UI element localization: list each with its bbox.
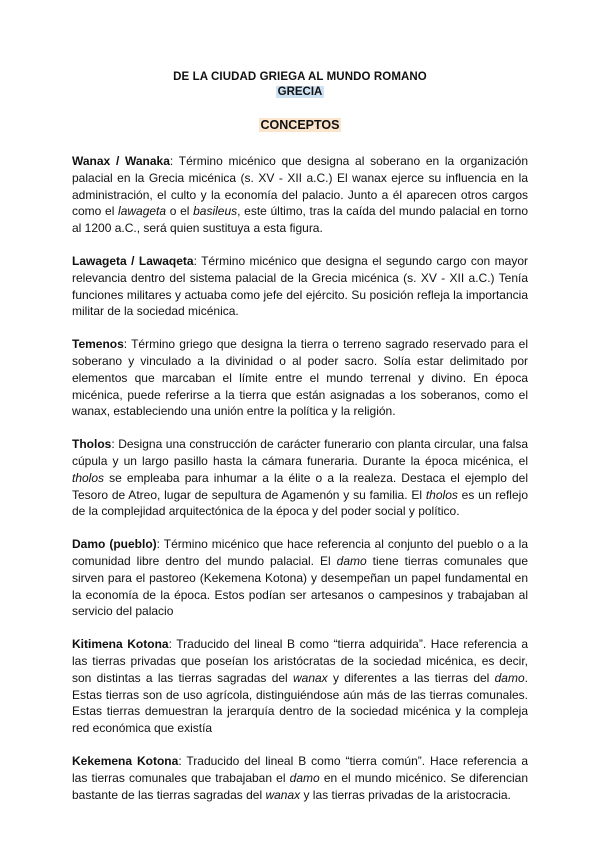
entry-text: : Traducido del lineal B como “tierra adquirida”. Hace referencia a las tierras privadas que poseían los aristócratas de la sociedad micénica, es decir, son distintas a las tierras sagradas del: [72, 637, 528, 685]
entry-text: tiene tierras comunales que sirven para el pastoreo (Kekemena Kotona) y desempeñan un papel fundamental en la economía de la época. Estos podían ser artesanos o campesinos y trabajaban al servicio del palacio: [72, 553, 529, 619]
entry-text: . Estas tierras son de uso agrícola, distinguiéndose aún más de las tierras comunales. Estas tierras demuestran la jerarquía dentro de la sociedad micénica y la compleja red económica que existía: [72, 670, 528, 736]
entry-text: : Término micénico que hace referencia al conjunto del pueblo o a la comunidad libre dentro del mundo palacial. El: [72, 537, 528, 568]
entry-text: : Traducido del lineal B como “tierra común”. Hace referencia a las tierras comunales que trabajaban el: [72, 753, 528, 785]
entry-text: en el mundo micénico. Se diferencian bastante de las tierras sagradas del: [72, 770, 528, 802]
entry-text: se empleaba para inhumar a la élite o a la realeza. Destaca el ejemplo del Tesoro de Atreo, lugar de sepultura de Agamenón y su familia. El: [72, 470, 528, 502]
entry-term: Tholos: [72, 437, 112, 452]
entry-text: y diferentes a las tierras del: [327, 670, 495, 685]
entry-italic: tholos: [425, 487, 458, 502]
section-title: [72, 118, 528, 133]
entry-italic: wanax: [265, 787, 301, 802]
document-title: DE LA CIUDAD GRIEGA AL MUNDO ROMANO: [173, 71, 427, 83]
entry-tholos: [72, 436, 528, 520]
entry-text: : Término micénico que designa el segundo cargo con mayor relevancia dentro del sistema palacial de la Grecia micénica (s. XV - XII a.C.) Tenía funciones militares y actuaba como jefe del ejército. Su posición refleja la importancia militar de la sociedad micénica.: [72, 253, 528, 319]
entry-italic: damo: [289, 770, 320, 785]
entry-text: , este último, tras la caída del mundo palacial en torno al 1200 a.C., será quien sustituya a esta figura.: [72, 204, 529, 236]
entry-italic: basileus: [193, 204, 238, 219]
entry-text: o el: [166, 204, 194, 219]
entry-term: Damo (pueblo): [72, 537, 157, 552]
entry-term: Temenos: [72, 337, 124, 352]
entry-text: : Designa una construcción de carácter funerario con planta circular, una falsa cúpula y un largo pasillo hasta la cámara funeraria. Durante la época micénica, el: [72, 437, 528, 468]
document-subtitle: [72, 85, 528, 100]
entry-italic: damo: [494, 670, 525, 685]
entry-term: Wanax / Wanaka: [72, 154, 170, 168]
entry-term: Kitimena Kotona: [72, 637, 169, 652]
entry-text: : Término micénico que designa al soberano en la organización palacial en la Grecia micénica (s. XV - XII a.C.) El wanax ejerce su influencia en la administración, el culto y la economía del palacio. Junto a él aparecen otros cargos como el: [72, 154, 528, 219]
entry-term: Kekemena Kotona: [72, 753, 179, 768]
entry-text: es un reflejo de la complejidad arquitectónica de la época y del poder social y político.: [72, 487, 528, 519]
subtitle-highlight: GRECIA: [277, 86, 323, 98]
entry-italic: wanax: [292, 670, 328, 685]
entry-term: Lawageta / Lawaqeta: [72, 253, 194, 268]
entry-text: y las tierras privadas de la aristocracia.: [300, 787, 511, 802]
entry-kekemena-kotona: [72, 753, 528, 803]
entry-italic: damo: [336, 553, 367, 568]
entry-italic: tholos: [72, 470, 105, 485]
entry-temenos: [72, 336, 528, 420]
entry-text: : Término griego que designa la tierra o terreno sagrado reservado para el soberano y vinculado a la divinidad o al poder sacro. Solía estar delimitado por elementos que marcaban el límite entre el mundo terrenal y divino. En época micénica, puede referirse a la tierra que están asignadas a los soberanos, como el wanax, estableciendo una unión entre la política y la religión.: [72, 337, 528, 419]
section-highlight: CONCEPTOS: [260, 118, 340, 132]
entry-wanax: [72, 153, 528, 237]
entry-lawageta: [72, 253, 528, 320]
entry-italic: lawageta: [118, 204, 167, 219]
entry-damo: [72, 536, 528, 620]
entry-kitimena-kotona: [72, 636, 528, 737]
